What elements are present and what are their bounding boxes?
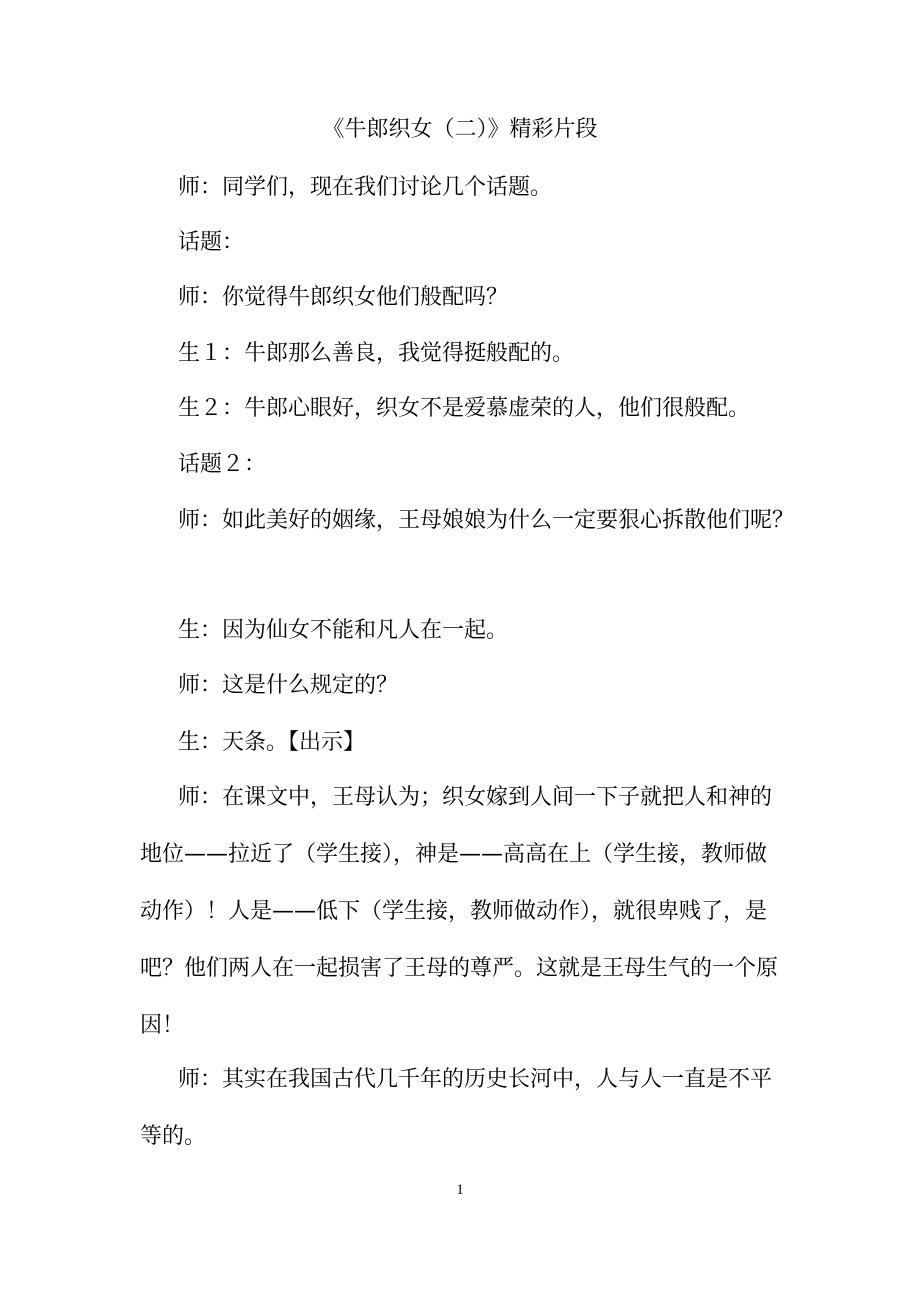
dialogue-line-1: 师：同学们，现在我们讨论几个话题。 [178, 175, 553, 200]
page-number: 1 [456, 1182, 464, 1198]
dialogue-line-9: 师：这是什么规定的？ [178, 673, 399, 698]
dialogue-line-3: 师：你觉得牛郎织女他们般配吗？ [178, 285, 509, 310]
dialogue-line-10: 生：天条。【出示】 [178, 730, 366, 755]
dialogue-line-6: 话题２： [178, 452, 267, 477]
dialogue-line-7: 师：如此美好的姻缘，王母娘娘为什么一定要狠心拆散他们呢？ [178, 508, 795, 533]
dialogue-line-4: 生１：牛郎那么善良，我觉得挺般配的。 [178, 341, 575, 366]
dialogue-line-8: 生：因为仙女不能和凡人在一起。 [178, 618, 509, 643]
paragraph-teacher-conclusion: 师：其实在我国古代几千年的历史长河中，人与人一直是不平等的。 [140, 1067, 773, 1149]
dialogue-line-2: 话题： [178, 230, 245, 255]
document-title: 《牛郎织女（二）》精彩片段 [322, 117, 598, 142]
paragraph-teacher-explanation: 师：在课文中，王母认为；织女嫁到人间一下子就把人和神的地位——拉近了（学生接），神是——高高在上（学生接，教师做动作）！人是——低下（学生接，教师做动作），就很卑贱了，是吧？他们两人在一起损害了王母的尊严。这就是王母生气的一个原因！ [140, 785, 779, 1038]
dialogue-line-5: 生２：牛郎心眼好，织女不是爱慕虚荣的人，他们很般配。 [178, 396, 751, 421]
